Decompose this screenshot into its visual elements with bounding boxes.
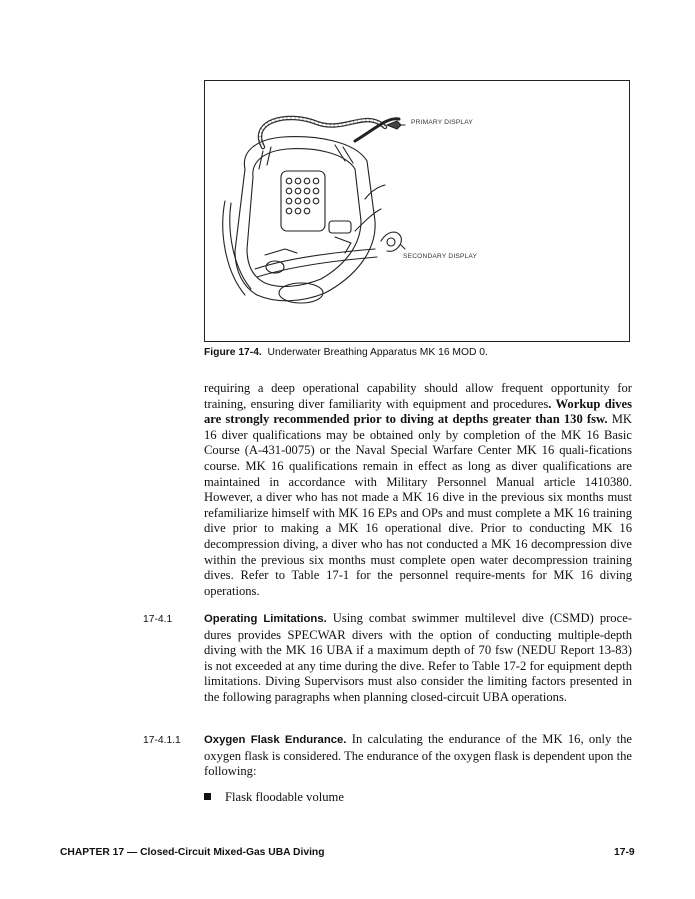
section-heading-operating-limitations: Operating Limitations.	[204, 613, 327, 625]
square-bullet-icon	[204, 793, 211, 800]
paragraph-text-a: requiring a deep operational capability should allow frequent opportunity for training, ensuring diver familiarity with equipment and procedures	[204, 381, 632, 411]
figure-frame	[204, 80, 630, 342]
section-number-17-4-1: 17-4.1	[143, 614, 173, 625]
footer-page-number: 17-9	[614, 847, 635, 858]
section-heading-oxygen-flask: Oxygen Flask Endurance.	[204, 734, 347, 746]
section-oxygen-flask-endurance	[204, 732, 632, 780]
figure-caption-label: Figure 17-4.	[204, 347, 262, 358]
figure-caption	[204, 347, 634, 358]
list-item-text: Flask floodable volume	[225, 790, 344, 804]
paragraph-text-b: MK 16 diver qualifications may be obtained only by completion of the MK 16 Basic Course (A-431-0075) or the Naval Special Warfare Center MK 16 quali-fications course. MK 16 qualifications remain in effect as long as diver qualifications are maintained in accordance with Military Personnel Manual article 1410380. However, a diver who has not made a MK 16 dive in the previous six months must refamiliarize himself with MK 16 EPs and OPs and must complete a MK 16 training dive prior to making a MK 16 operational dive. Prior to conducting MK 16 decompression diving, a diver who has not conducted a MK 16 decompression dive within the previous six months must complete open water decompression training dives. Refer to Table 17-1 for the personnel require-ments for MK 16 diving operations.	[204, 412, 632, 598]
section-number-17-4-1-1: 17-4.1.1	[143, 735, 181, 746]
section-operating-limitations	[204, 611, 632, 706]
paragraph-bold: . Workup dives are strongly recommended prior to diving at depths greater than 130 fsw.	[204, 396, 632, 427]
paragraph-qualifications	[204, 381, 632, 599]
list-item	[204, 790, 344, 805]
primary-display-label: PRIMARY DISPLAY	[411, 119, 473, 126]
section-text-operating-limitations: Using combat swimmer multilevel dive (CSMD) proce-dures provides SPECWAR divers with the option of conducting multiple-depth diving with the MK 16 UBA if a maximum depth of 70 fsw (NEDU Report 13-83) is not exceeded at any time during the dive. Refer to Table 17-2 for equipment depth limitations. Diving Supervisors must also consider the limiting factors presented in the following paragraphs when planning closed-circuit UBA operations.	[204, 611, 632, 704]
section-text-oxygen-flask: In calculating the endurance of the MK 16, only the oxygen flask is considered. The endurance of the oxygen flask is dependent upon the following:	[204, 732, 633, 779]
figure-caption-text: Underwater Breathing Apparatus MK 16 MOD 0.	[267, 347, 488, 358]
secondary-display-label: SECONDARY DISPLAY	[403, 253, 478, 260]
footer-chapter-title: CHAPTER 17 — Closed-Circuit Mixed-Gas UBA Diving	[60, 847, 325, 858]
